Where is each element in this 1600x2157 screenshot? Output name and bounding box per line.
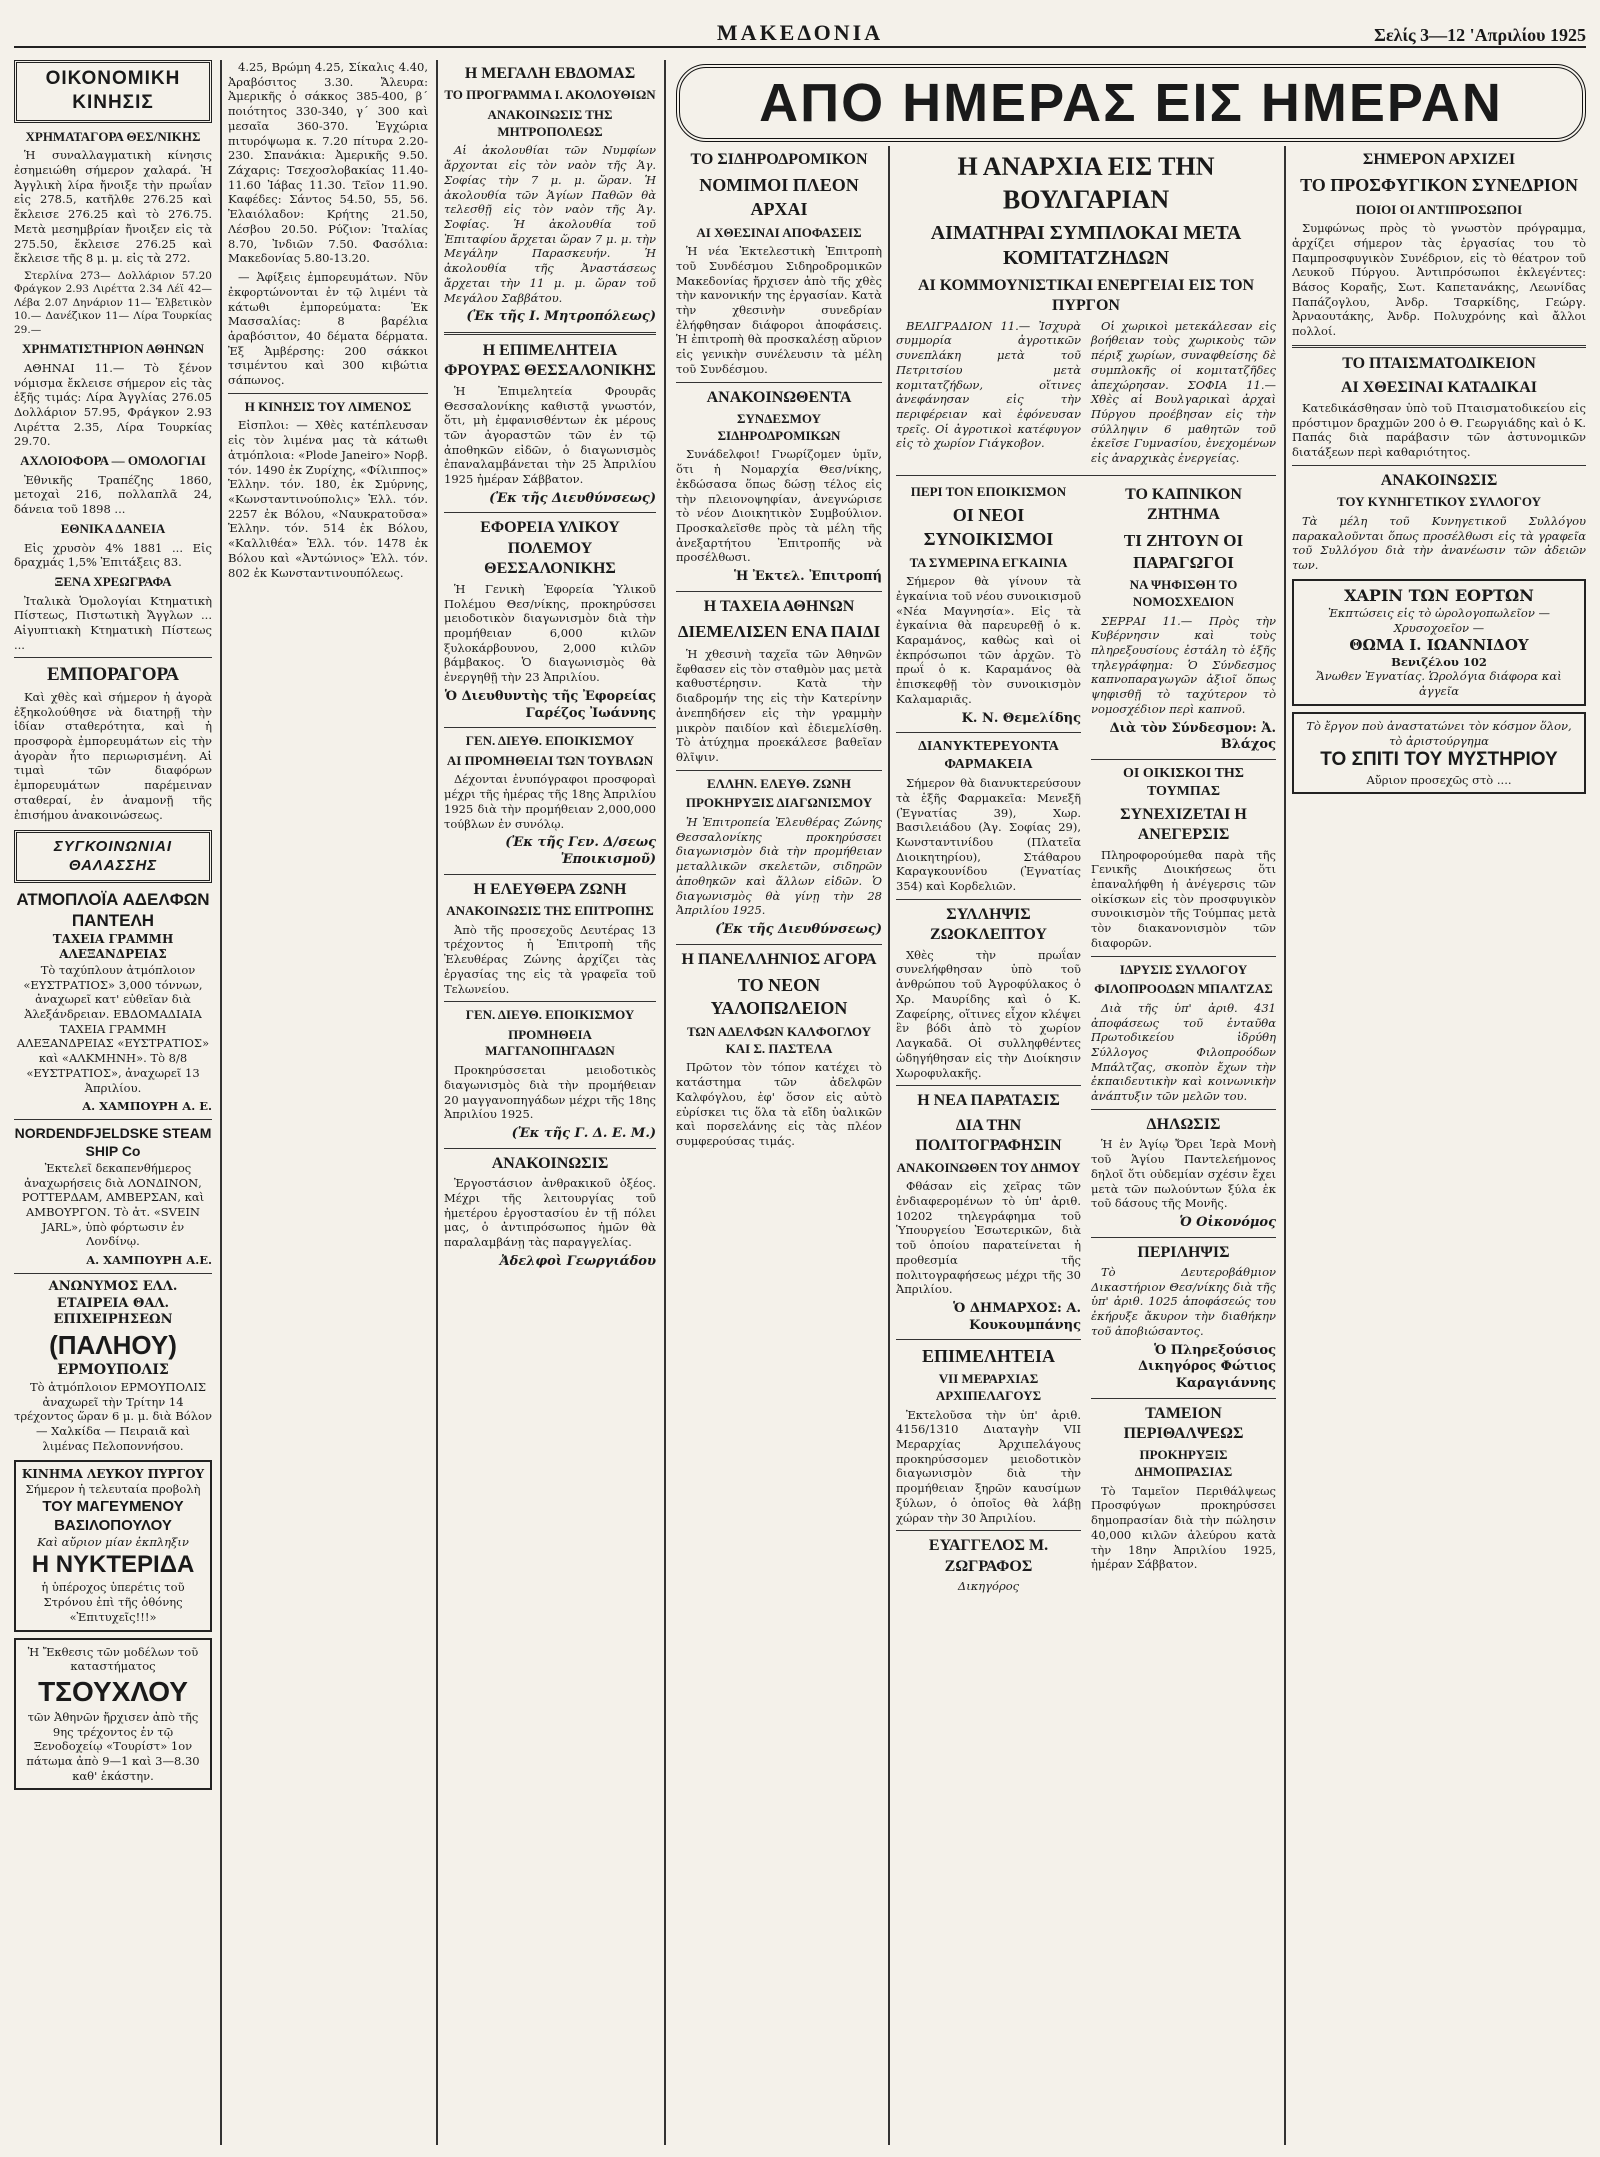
club-text: Διὰ τῆς ὑπ' ἀριθ. 431 ἀποφάσεως τοῦ ἐνταῦθα Πρωτοδικείου ἱδρύθη Σύλλογος Φιλοπροόδων Μπάλτζας, σκοπὸν ἔχων τὴν ἐκπαιδευτικὴν καὶ κοινωνικὴν ἀνάπτυξιν τῶν μελῶν του. [1091,1000,1276,1104]
free-zone-tender-text: Ἡ Ἐπιτροπεία Ἐλευθέρας Ζώνης Θεσσαλονίκης προκηρύσσει διαγωνισμὸν διὰ τὴν προμήθειαν μεταλλικῶν σκελετῶν, σιδηρῶν ἀποθηκῶν καὶ ἄλλων εἰδῶν. Ὁ διαγωνισμὸς θὰ γίνῃ τὴν 28 Ἀπριλίου 1925. [676,814,882,918]
bulgaria-subheading: ΑΙΜΑΤΗΡΑΙ ΣΥΜΠΛΟΚΑΙ ΜΕΤΑ ΚΟΜΙΤΑΤΖΗΔΩΝ [930,221,1242,270]
free-zone-tender-heading: ΕΛΛΗΝ. ΕΛΕΥΘ. ΖΩΝΗ [706,775,852,791]
market-heading: Η ΠΑΝΕΛΛΗΝΙΟΣ ΑΓΟΡΑ [681,950,877,968]
column-refugee [1292,146,1586,2145]
glassware-subheading: ΤΩΝ ΑΔΕΛΦΩΝ ΚΑΛΦΟΓΛΟΥ ΚΑΙ Σ. ΠΑΣΤΕΛΑ [686,1024,872,1056]
express-subheading: ΔΙΕΜΕΛΙΣΕΝ ΕΝΑ ΠΑΙΔΙ [677,622,881,642]
col5-split [896,481,1276,1594]
goods-arrivals-text: — Ἀφίξεις ἐμπορευμάτων. Νῦν ἐκφορτώνονται ἐν τῷ λιμένι τὰ κάτωθι ἐμπορεύματα: Ἐκ Μασσαλίας: 8 βαρέλια ἀραβόσιτον, 40 δέματα δέρματα. Ἐξ Ἀμβέρσης: 200 σάκκοι τσιμέντου καὶ 300 κιβώτια σάπωνος. [228,270,428,388]
commodity-market-heading: ΕΜΠΟΡΑΓΟΡΑ [46,664,180,686]
port-movement-heading: Η ΚΙΝΗΣΙΣ ΤΟΥ ΛΙΜΕΝΟΣ [244,398,412,414]
divider [444,332,656,335]
ad-palios-title: ΑΝΩΝΥΜΟΣ ΕΛΛ. ΕΤΑΙΡΕΙΑ ΘΑΛ. ΕΠΙΧΕΙΡΗΣΕΩΝ [48,1278,178,1328]
ad-cinema-text3: ἡ ὑπέροχος ὑπερέτις τοῦ Στρόνου ἐπὶ τῆς ὀθόνης «Ἐπιτυχεῖς!!!» [41,1580,185,1624]
divider [1091,1237,1276,1238]
ad-palios-text: Τὸ ἀτμόπλοιον ΕΡΜΟΥΠΟΛΙΣ ἀναχωρεῖ τὴν Τρίτην 14 τρέχοντος ὥραν 6 μ. μ. διὰ Βόλον — Χαλκίδα — Πειραιᾶ καὶ λιμένας Πελοποννήσου. [14,1379,212,1453]
holy-week-text: Αἱ ἀκολουθίαι τῶν Νυμφίων ἄρχονται εἰς τὸν ναὸν τῆς Ἁγ. Σοφίας τὴν 7 μ. μ. ὥραν. Ἡ ἀκολουθία τῶν Ἁγίων Παθῶν θὰ τελεσθῇ εἰς τὸν ναὸν τῆς Ἁγ. Σοφίας. Ἡ ἀκολουθία τοῦ Ἐπιταφίου ἄρχεται ὥραν 7 μ. μ. τὴν Μεγάλην Παρασκευήν. Ἡ ἀκολουθία τῆς Ἀναστάσεως ἄρχεται τὴν 11 μ. μ. ὥραν τοῦ Μεγάλου Σαββάτου. [444,143,656,305]
money-market-text: Ἡ συναλλαγματικὴ κίνησις ἐσημειώθη σήμερον χαλαρά. Ἡ Ἀγγλικὴ λίρα ἤνοιξε τὴν πρωΐαν εἰς 278.5, κατῆλθε 276.25 καὶ ἔκλεισε 276.25 καὶ τὸ 276.75. Μετὰ μεσημβρίαν ἤνοιξεν εἰς τὰ 275.50, ἔκλεισε 276.25 καὶ ἔκλεισε τῆς 8 μ. μ. εἰς τὰ 272. [14,148,212,266]
ad-watchmaker-addr: Βενιζέλου 102 [1391,654,1487,669]
athens-exchange-heading: ΧΡΗΜΑΤΙΣΤΗΡΙΟΝ ΑΘΗΝΩΝ [22,341,204,357]
bulgaria-heading: Η ΑΝΑΡΧΙΑ ΕΙΣ ΤΗΝ ΒΟΥΛΓΑΡΙΑΝ [957,152,1215,215]
club-subheading: ΦΙΛΟΠΡΟΟΔΩΝ ΜΠΑΛΤΖΑΣ [1094,981,1273,997]
column-notices [444,60,656,2145]
ad-cinema-text2: Καὶ αὔριον μίαν ἐκπληξιν [37,1534,189,1549]
divider [444,727,656,728]
pharmacies-text: Σήμερον θὰ διανυκτερεύσουν τὰ ἑξῆς Φαρμακεῖα: Μενεξῆ (Ἐγνατίας 39), Χωρ. Βασιλειάδου (Ἀγ. Σοφίας 29), Κωνσταντινίδου (Πλατεῖα Διοικητηρίου), Στάθαρου Καραγκουνίδου (Ἐγνατίας 354) καὶ Κορδελιῶν. [896,776,1081,894]
column-economic-cont [228,60,428,2145]
divider [1091,1109,1276,1110]
divider [896,1339,1081,1340]
extension-heading: Η ΝΕΑ ΠΑΡΑΤΑΣΙΣ [917,1092,1060,1110]
lawyer-subheading: Δικηγόρος [957,1579,1020,1594]
settlement-text: Σήμερον θὰ γίνουν τὰ ἐγκαίνια τοῦ νέου συνοικισμοῦ «Νέα Μαγνησία». Εἰς τὰ ἐγκαίνια θὰ παρευρεθῇ ὁ κ. Καραμάνος, καθὼς καὶ οἱ ἐκπρόσωποι τῶν ἀρχῶν. Τὸ πρωΐ ὁ κ. Καραμάνος θὰ ἐπισκεφθῇ τὸν συνοικισμὸν Καλαμαριᾶς. [896,574,1081,706]
divider [228,393,428,394]
extension-sign: Ὁ ΔΗΜΑΡΧΟΣ: Α. Κουκουμπάνης [953,1301,1081,1333]
tobacco-heading: ΤΟ ΚΑΠΝΙΚΟΝ ΖΗΤΗΜΑ [1125,485,1242,524]
ad-tsouchlou-text2: τῶν Ἀθηνῶν ἤρχισεν ἀπὸ τῆς 9ης τρέχοντος ἐν τῷ Ξενοδοχείῳ «Τουρίστ» 1ον πάτωμα ἀπὸ 9—1 καὶ 3—8.30 καθ' ἑκάστην. [26,1709,200,1783]
toumba-text: Πληροφορούμεθα παρὰ τῆς Γενικῆς Διοικήσεως ὅτι ἐπαναλήφθη ἡ ἀνέγερσις τῶν οἰκίσκων εἰς τὸν προσφυγικὸν συνοικισμὸν τῆς Τούμπας μετὰ τὸν διακανονισμὸν τῶν διαφορῶν. [1091,847,1276,950]
divider [676,770,882,771]
commodity-prices-text: 4.25, Βρώμη 4.25, Σίκαλις 4.40, Ἀραβόσιτος 3.30. Ἄλευρα: Ἀμερικῆς ὁ σάκκος 385-400, β΄ ποιότητος 330-340, γ΄ 300 καὶ μεσαῖα 360-370. Ἐγχώρια πιτυρόψωμα κ. 7.20 πίτυρα 2.20-230. Σπανάκια: Ἀμερικῆς 9.50. Ζάχαρις: Τσεχοσλοβακίας 11.40-11.60 Ἰάβας 11.30. Τεῖον 11.90. Καφέδες: Σάντος 54.50, 55, 56. Ἐλαιόλαδον: Κρήτης 21.50, Λέσβου 20.50. Ρύζιον: Ἰταλίας 8.70, Ἰνδιῶν 7.50. Φασόλια: Μακεδονίας 5.80-13.20. [228,60,428,266]
pharmacies-heading: ΔΙΑΝΥΚΤΕΡΕΥΟΝΤΑ ΦΑΡΜΑΚΕΙΑ [918,739,1059,773]
shipping-banner-title: ΣΥΓΚΟΙΝΩΝΙΑΙ ΘΑΛΑΣΣΗΣ [53,838,173,875]
garrison-heading: Η ΕΠΙΜΕΛΗΤΕΙΑ ΦΡΟΥΡΑΣ ΘΕΣΣΑΛΟΝΙΚΗΣ [444,341,656,380]
divider [444,874,656,875]
club-heading: ΙΔΡΥΣΙΣ ΣΥΛΛΟΓΟΥ [1119,961,1248,977]
col5-left [896,481,1081,1594]
ad-mystery-house [1292,712,1586,794]
division-heading: ΕΠΙΜΕΛΗΤΕΙΑ [922,1346,1055,1367]
declaration-sign: Ὁ Οἰκονόμος [1179,1214,1276,1230]
congress-subheading: ΤΟ ΠΡΟΣΦΥΓΙΚΟΝ ΣΥΝΕΔΡΙΟΝ [1300,175,1578,196]
tobacco-subheading2: ΝΑ ΨΗΦΙΣΘΗ ΤΟ ΝΟΜΟΣΧΕΔΙΟΝ [1129,577,1238,609]
ad-watchmaker-text2: Ἄνωθεν Ἐγνατίας. Ὡρολόγια διάφορα καὶ ἀγγεῖα [1316,669,1562,699]
relief-fund-heading: ΤΑΜΕΙΟΝ ΠΕΡΙΘΑΛΨΕΩΣ [1123,1404,1244,1442]
ad-tsouchlou [14,1638,212,1791]
foreign-securities-heading: ΞΕΝΑ ΧΡΕΩΓΡΑΦΑ [54,573,172,589]
extension-subheading: ΔΙΑ ΤΗΝ ΠΟΛΙΤΟΓΡΑΦΗΣΙΝ [915,1116,1062,1155]
ad-cinema-title: ΤΟΥ ΜΑΓΕΥΜΕΝΟΥ ΒΑΣΙΛΟΠΟΥΛΟΥ [42,1497,184,1534]
free-zone-subheading: ΑΝΑΚΟΙΝΩΣΙΣ ΤΗΣ ΕΠΙΤΡΟΠΗΣ [446,903,654,918]
rail-announcements-heading: ΑΝΑΚΟΙΝΩΘΕΝΤΑ [706,388,852,406]
summary-sign: Ὁ Πληρεξούσιος Δικηγόρος Φώτιος Καραγιάννης [1138,1342,1276,1391]
day-to-day-banner [676,64,1586,152]
settlement-subheading: ΟΙ ΝΕΟΙ ΣΥΝΟΙΚΙΣΜΟΙ [923,505,1054,549]
economic-banner [14,60,212,123]
bonds-text: Ἐθνικῆς Τραπέζης 1860, μετοχαὶ 216, πολλαπλᾶ 24, δάνεια τοῦ 1898 ... [14,472,212,517]
divider [676,944,882,945]
court-subheading: ΑΙ ΧΘΕΣΙΝΑΙ ΚΑΤΑΔΙΚΑΙ [1340,379,1538,397]
foreign-securities-text: Ἰταλικὰ Ὁμολογίαι Κτηματικὴ Πίστεως, Πιστωτικὴ Ἄγγλων ... Αἰγυπτιακὴ Κτηματικὴ Πίστεως ... [14,593,212,652]
holy-week-title: Η ΜΕΓΑΛΗ ΕΒΔΟΜΑΣ [464,65,636,82]
divider [1091,759,1276,760]
shipping-banner [14,830,212,882]
express-text: Ἡ χθεσινὴ ταχεῖα τῶν Ἀθηνῶν ἔφθασεν εἰς τὸν σταθμὸν μας μετὰ καθυστέρησιν. Κατὰ τὴν διαδρομήν της εἰς τὴν Κατερίνην ἀνεπηδήσεν εἰς τὴν γραμμὴν μικρὸν παιδίον καὶ ἐδιεμελίσθη. Τὸ ἀτύχημα προεκάλεσε βαθεῖαν θλῖψιν. [676,646,882,764]
war-material-sign: Ὁ Διευθυντὴς τῆς Ἐφορείας Γαρέζος Ἰωάννης [444,688,656,721]
bricks-heading: ΓΕΝ. ΔΙΕΥΘ. ΕΠΟΙΚΙΣΜΟΥ [465,733,635,749]
declaration-text: Ἡ ἐν Ἁγίῳ Ὄρει Ἱερὰ Μονὴ τοῦ Ἁγίου Παντελεήμονος δηλοῖ ὅτι οὐδεμίαν σχέσιν ἔχει μετὰ τῶν πωλούντων ξύλα ἐκ τοῦ δάσους τῆς Μονῆς. [1091,1137,1276,1211]
divider [1091,956,1276,957]
hunting-text: Τὰ μέλη τοῦ Κυνηγετικοῦ Συλλόγου παρακαλοῦνται ὅπως προσέλθωσι εἰς τὰ γραφεῖα τοῦ Συλλόγου διὰ τὴν ἀνανέωσιν τῶν ἀδειῶν των. [1292,513,1586,572]
glassware-heading: ΤΟ ΝΕΟΝ ΥΑΛΟΠΩΛΕΙΟΝ [710,975,848,1019]
wells-text: Προκηρύσσεται μειοδοτικὸς διαγωνισμὸς διὰ τὴν προμήθειαν 20 μαγγανοπηγάδων μέχρι τῆς 18ης Ἀπριλίου 1925. [444,1063,656,1122]
free-zone-text: Ἀπὸ τῆς προσεχοῦς Δευτέρας 13 τρέχοντος ἡ Ἐπιτροπὴ τῆς Ἐλευθέρας Ζώνης ἀρχίζει τὰς ἐργασίας της εἰς τὰ γραφεῖα τοῦ Τελωνείου. [444,922,656,996]
column-rule [888,146,890,2145]
holy-week-subtitle: ΤΟ ΠΡΟΓΡΑΜΜΑ Ι. ΑΚΟΛΟΥΘΙΩΝ [444,87,656,103]
col5-right [1091,481,1276,1594]
day-to-day-banner-title: ΑΠΟ ΗΜΕΡΑΣ ΕΙΣ ΗΜΕΡΑΝ [676,64,1586,142]
announcement-heading: ΑΝΑΚΟΙΝΩΣΙΣ [491,1154,609,1172]
ad-pantelis-title: ΑΤΜΟΠΛΟΪΑ ΑΔΕΛΦΩΝ ΠΑΝΤΕΛΗ [16,889,210,931]
divider [444,512,656,513]
ad-pantelis [14,889,212,1114]
express-heading: Η ΤΑΧΕΙΑ ΑΘΗΝΩΝ [703,597,855,615]
column-rule [220,60,222,2145]
divider [14,657,212,658]
ad-nordenfjeldske-title: NORDENDFJELDSKE STEAM SHIP Co [14,1125,212,1159]
relief-fund-text: Τὸ Ταμεῖον Περιθάλψεως Προσφύγων προκηρύσσει δημοπρασίαν διὰ τὴν πώλησιν 40,000 κιλῶν ἀλεύρου κατὰ τὴν 18ην Ἀπριλίου 1925, ἡμέραν Σάββατον. [1091,1483,1276,1572]
national-loans-heading: ΕΘΝΙΚΑ ΔΑΝΕΙΑ [60,520,166,536]
divider [1292,465,1586,466]
bulgaria-subheading2: ΑΙ ΚΟΜΜΟΥΝΙΣΤΙΚΑΙ ΕΝΕΡΓΕΙΑΙ ΕΙΣ ΤΟΝ ΠΥΡΓΟΝ [917,276,1255,315]
port-movement-text: Εἰσπλοι: — Χθὲς κατέπλευσαν εἰς τὸν λιμένα μας τὰ κάτωθι ἀτμόπλοια: «Plode Janeiro» Νορβ. τόν. 1490 ἐκ Ζυρίχης, «Φίλιππος» Ἑλλην. τόν. 180, ἐκ Σμύρνης, «Κωνσταντινούπολις» Ἑλλ. τόν. 2257 ἐκ Βόλου, «Ναυκρατοῦσα» Ἑλλην. τόν. 514 ἐκ Βόλου, «Καλλιθέα» Ἑλλ. τόν. 1478 ἐκ Βόλου καὶ «Ἀντώνιος» Ἑλλ. τόν. 802 ἐκ Κωνσταντινουπόλεως. [228,418,428,580]
column-rule [1284,146,1286,2145]
ad-mystery-text2: Αὔριον προσεχῶς στὸ .... [1366,772,1512,787]
summary-heading: ΠΕΡΙΛΗΨΙΣ [1137,1243,1230,1261]
holy-week-subtitle2: ΑΝΑΚΟΙΝΩΣΙΣ ΤΗΣ ΜΗΤΡΟΠΟΛΕΩΣ [487,107,613,139]
divider [896,732,1081,733]
rail-announcements-subheading: ΣΥΝΔΕΣΜΟΥ ΣΙΔΗΡΟΔΡΟΜΙΚΩΝ [717,411,841,443]
ad-cinema-small: ΚΙΝΗΜΑ ΛΕΥΚΟΥ ΠΥΡΓΟΥ [21,1466,205,1481]
ad-cinema [14,1460,212,1632]
bulgaria-text-a: ΒΕΛΙΓΡΑΔΙΟΝ 11.— Ἰσχυρὰ συμμορία ἀγροτικῶν συνεπλάκη μετὰ τοῦ Πετριτσίου μετὰ κομιτατζήδων, οἵτινες ἀνεφάνησαν εἰς τὴν περιφέρειαν καὶ ἐφόνευσαν τρεῖς. Οἱ ἀγροτικοὶ κατέφυγον εἰς τὸ χωρίον Γιάγκοβον. [896,318,1081,451]
division-text: Ἐκτελοῦσα τὴν ὑπ' ἀριθ. 4156/1310 Διαταγὴν VII Μεραρχίας Ἀρχιπελάγους προκηρύσσομεν μειοδοτικὸν διαγωνισμὸν διὰ τὴν προμήθειαν ξηρῶν καυσίμων ξύλων, ὁ ὁποῖος θὰ λάβῃ χώραν τὴν 30 Ἀπριλίου. [896,1407,1081,1525]
wells-heading: ΓΕΝ. ΔΙΕΥΘ. ΕΠΟΙΚΙΣΜΟΥ [465,1007,635,1023]
tobacco-subheading: ΤΙ ΖΗΤΟΥΝ ΟΙ ΠΑΡΑΓΩΓΟΙ [1123,530,1244,572]
ad-mystery-text: Τὸ ἔργον ποὺ ἀναστατώνει τὸν κόσμον ὅλον, τὸ ἀριστούργημα [1306,718,1572,748]
rail-announcements-text: Συνάδελφοι! Γνωρίζομεν ὑμῖν, ὅτι ἡ Νομαρχία Θεσ/νίκης, ἐκδώσασα ὅπως δώσῃ τέλος εἰς τὴν πλειονοψηφίαν, ἀνεγνώρισε τὸ νέον Διοικητικὸν Συμβούλιον. Προσκαλεῖσθε πρὸς τὰ μέλη τῆς ἀνεξαρτήτου Ἐπιτροπῆς νὰ προσέλθωσι. [676,447,882,565]
divider [444,1148,656,1149]
court-text: Κατεδικάσθησαν ὑπὸ τοῦ Πταισματοδικείου εἰς πρόστιμον δραχμῶν 200 ὁ Θ. Γεωργιάδης καὶ ὁ Κ. Παπάς διὰ παράβασιν τῶν ἀστυνομικῶν διατάξεων περὶ καθαριότητος. [1292,400,1586,459]
ad-cinema-big: Η ΝΥΚΤΕΡΙΔΑ [31,1550,195,1578]
ad-tsouchlou-text: Ἡ Ἔκθεσις τῶν μοδέλων τοῦ καταστήματος [27,1644,199,1674]
divider [676,382,882,383]
tobacco-sign: Διὰ τὸν Σύνδεσμον: Ἀ. Βλάχος [1109,720,1276,753]
masthead: ΜΑΚΕΔΟΝΙΑ [716,20,884,45]
hunting-heading: ΑΝΑΚΟΙΝΩΣΙΣ [1380,471,1498,489]
free-zone-tender-sign: (Ἐκ τῆς Διευθύνσεως) [715,921,882,937]
column-railway [676,146,882,2145]
settlement-sign: Κ. Ν. Θεμελίδης [961,710,1081,726]
divider [676,591,882,592]
bricks-text: Δέχονται ἐνυπόγραφοι προσφοραὶ μέχρι τῆς ἡμέρας τῆς 18ης Ἀπριλίου 1925 διὰ τὴν προμήθειαν 2,000,000 τούβλων ἐν συνόλῳ. [444,772,656,831]
ad-nordenfjeldske-text: Ἐκτελεῖ δεκαπενθήμερος ἀναχωρήσεις διὰ ΛΟΝΔΙΝΟΝ, ΡΟΤΤΕΡΔΑΜ, ΑΜΒΕΡΣΑΝ, καὶ ΑΜΒΟΥΡΓΟΝ. Τὸ ἀτ. «SVEIN JARL», ὑπὸ φόρτωσιν ἐν Λονδίνῳ. [21,1160,205,1249]
war-material-heading: ΕΦΟΡΕΙΑ ΥΛΙΚΟΥ ΠΟΛΕΜΟΥ ΘΕΣΣΑΛΟΝΙΚΗΣ [480,519,620,578]
division-subheading: VII ΜΕΡΑΡΧΙΑΣ ΑΡΧΙΠΕΛΑΓΟΥΣ [935,1371,1042,1403]
divider [1091,1398,1276,1399]
rail-announcements-sign: Ἡ Ἐκτελ. Ἐπιτροπή [733,569,882,585]
announcement-sign: Ἀδελφοὶ Γεωργιάδου [499,1253,656,1269]
ad-palios-big: (ΠΑΛΗΟΥ) [49,1329,177,1360]
free-zone-tender-subheading: ΠΡΟΚΗΡΥΞΙΣ ΔΙΑΓΩΝΙΣΜΟΥ [685,795,873,811]
divider [896,899,1081,900]
congress-text: Συμφώνως πρὸς τὸ γνωστὸν πρόγραμμα, ἀρχίζει σήμερον τὰς ἐργασίας του τὸ Παμπροσφυγικὸν Συνέδριον, εἰς τὸ θέατρον τοῦ Λευκοῦ Πύργου. Ἀντιπρόσωποι ἐκλεγέντες: Βάσος Κοραῆς, Σωτ. Καπετανάκης, Λεωνίδας Παπάζογλου, Ἀνδρ. Τσαρκίδης, Γεώργ. Ἀρναουτάκης, Ἀνδρ. Πολυχρόνης καὶ ἄλλοι πολλοί. [1292,221,1586,339]
economic-banner-title: ΟΙΚΟΝΟΜΙΚΗ ΚΙΝΗΣΙΣ [45,68,181,114]
ad-pantelis-sub: ΤΑΧΕΙΑ ΓΡΑΜΜΗ ΑΛΕΞΑΝΔΡΕΙΑΣ [52,932,174,962]
divider [896,1085,1081,1086]
bulgaria-text-b: Οἱ χωρικοὶ μετεκάλεσαν εἰς βοήθειαν τοὺς χωρικοὺς τῶν πέριξ χωρίων, συναφθείσης δὲ συμπλοκῆς οἱ κομιτατζῆδες ἀπεχώρησαν. ΣΟΦΙΑ 11.— Χθὲς αἱ Βουλγαρικαὶ ἀρχαὶ Πύργου προέβησαν εἰς τὴν σύλληψιν 6 μαθητῶν τοῦ ἐκεῖσε Γυμνασίου, ἐνεχομένων εἰς ἀναρχικὰς ἐνεργείας. [1091,318,1276,466]
ad-palios [14,1279,212,1454]
congress-subheading2: ΠΟΙΟΙ ΟΙ ΑΝΤΙΠΡΟΣΩΠΟΙ [1355,201,1523,217]
column-rule [436,60,438,2145]
railway-subheading2: ΑΙ ΧΘΕΣΙΝΑΙ ΑΠΟΦΑΣΕΙΣ [696,224,862,240]
war-material-text: Ἡ Γενικὴ Ἐφορεία Ὑλικοῦ Πολέμου Θεσ/νίκης, προκηρύσσει μειοδοτικὸν διαγωνισμὸν διὰ τὴν προμήθειαν 6,000 κιλῶν ξυλοκάρβουνου, 2,000 κιλῶν βάμβακος. Ὁ διαγωνισμὸς θὰ ἐνεργηθῇ τὴν 23 Ἀπριλίου. [444,581,656,685]
garrison-text: Ἡ Ἐπιμελητεία Φρουρᾶς Θεσσαλονίκης καθιστᾷ γνωστόν, ὅτι, μὴ ἐμφανισθέντων ἐκ μέρους τῶν ἀγοραστῶν τῶν ἐν τῷ ἀποθηκῶν εἰδῶν, ὁ διαγωνισμὸς ἐπαναλαμβάνεται τὴν 25 Ἀπριλίου 1925 ἡμέραν Σάββατον. [444,383,656,487]
free-zone-heading: Η ΕΛΕΥΘΕΡΑ ΖΩΝΗ [473,880,627,898]
lawyer-heading: ΕΥΑΓΓΕΛΟΣ Μ. ΖΩΓΡΑΦΟΣ [928,1537,1049,1575]
summary-text: Τὸ Δευτεροβάθμιον Δικαστήριον Θεσ/νίκης διὰ τῆς ὑπ' ἀριθ. 1025 ἀποφάσεώς του ἐκήρυξε ἄκυρον τὴν διαθήκην τοῦ ἀποβιώσαντος. [1091,1265,1276,1338]
railway-heading: ΤΟ ΣΙΔΗΡΟΔΡΟΜΙΚΟΝ [690,151,868,168]
court-heading: ΤΟ ΠΤΑΙΣΜΑΤΟΔΙΚΕΙΟΝ [1342,354,1536,372]
divider [896,1530,1081,1531]
wells-sign: (Ἐκ τῆς Γ. Δ. Ε. Μ.) [511,1125,656,1141]
hunting-subheading: ΤΟΥ ΚΥΝΗΓΕΤΙΚΟΥ ΣΥΛΛΟΓΟΥ [1336,494,1542,510]
ad-mystery-big: ΤΟ ΣΠΙΤΙ ΤΟΥ ΜΥΣΤΗΡΙΟΥ [1320,749,1558,771]
bonds-heading: ΑΧΛΟΙΟΦΟΡΑ — ΟΜΟΛΟΓΙΑΙ [20,453,206,469]
currency-list: Στερλίνα 273— Δολλάριον 57.20 Φράγκον 2.93 Λιρέττα 2.34 Λέϊ 42— Λέβα 2.07 Δηνάριον 11— Ἑλβετικὸν 10.— Δανέζικον 11— Λίρα Τουρκίας 29.— [14,270,212,336]
ad-palios-ship: ΕΡΜΟΥΠΟΛΙΣ [57,1362,169,1379]
glassware-text: Πρῶτον τὸν τόπον κατέχει τὸ κατάστημα τῶν ἀδελφῶν Καλφόγλου, ἐφ' ὅσον εἰς αὐτὸ εὑρίσκει τις ὅλα τὰ εἴδη ὑαλικῶν καὶ πορσελάνης εἰς τὰς πλέον συμφερούσας τιμάς. [676,1060,882,1148]
ad-nordenfjeldske [14,1125,212,1268]
divider [14,1273,212,1274]
toumba-heading: ΟΙ ΟΙΚΙΣΚΟΙ ΤΗΣ ΤΟΥΜΠΑΣ [1123,765,1244,799]
ad-watchmaker-name: ΘΩΜΑ Ι. ΙΩΑΝΝΙΔΟΥ [1349,635,1529,654]
ad-pantelis-agent: Α. ΧΑΜΠΟΥΡΗ Α. Ε. [82,1099,212,1114]
page-date: Σελίς 3—12 'Απριλίου 1925 [1374,25,1586,45]
divider [1292,345,1586,348]
divider [444,1001,656,1002]
column-economic [14,60,212,2145]
ad-nordenfjeldske-agent: Α. ΧΑΜΠΟΥΡΗ Α.Ε. [86,1253,212,1268]
divider [896,475,1276,476]
wells-subheading: ΠΡΟΜΗΘΕΙΑ ΜΑΓΓΑΝΟΠΗΓΑΔΩΝ [485,1026,615,1059]
thief-heading: ΣΥΛΛΗΨΙΣ ΖΩΟΚΛΕΠΤΟΥ [930,905,1047,944]
ad-watchmaker-text: Ἐκπτώσεις εἰς τὸ ὡρολογοπωλεῖον — Χρυσοχοεῖον — [1327,606,1551,635]
announcement-text: Ἐργοστάσιον ἀνθρακικοῦ ὀξέος. Μέχρι τῆς λειτουργίας τοῦ ἡμετέρου ἐργοστασίου ἐν τῇ πόλει μας, ὁ ἀντιπρόσωπος ἡμῶν θὰ παραλαμβάνῃ τὰς παραγγελίας. [444,1176,656,1249]
settlement-subheading2: ΤΑ ΣΥΜΕΡΙΝΑ ΕΓΚΑΙΝΙΑ [909,554,1068,570]
bricks-sign: (Ἐκ τῆς Γεν. Δ/σεως Ἐποικισμοῦ) [505,835,656,867]
relief-fund-subheading: ΠΡΟΚΗΡΥΞΙΣ ΔΗΜΟΠΡΑΣΙΑΣ [1134,1447,1233,1480]
garrison-sign: (Ἐκ τῆς Διευθύνσεως) [489,490,656,506]
national-loans-text: Εἰς χρυσὸν 4% 1881 ... Εἰς δραχμάς 1,5% Ἐπιτάξεις 83. [14,540,212,570]
athens-exchange-text: ΑΘΗΝΑΙ 11.— Τὸ ξένον νόμισμα ἔκλεισε σήμερον εἰς τὰς ἑξῆς τιμάς: Λίρα Ἀγγλίας 276.05 Δολλάριον 57.95, Φράγκον 2.93 Λιρέττα 2.35, Λίρα Τουρκίας 29.70. [14,360,212,449]
congress-heading: ΣΗΜΕΡΟΝ ΑΡΧΙΖΕΙ [1362,151,1516,168]
ad-watchmaker [1292,579,1586,706]
railway-text: Ἡ νέα Ἐκτελεστικὴ Ἐπιτροπὴ τοῦ Συνδέσμου Σιδηροδρομικῶν Μακεδονίας ἤρχισεν ἀπὸ τῆς χθὲς τὴν κανονικήν της ἐργασίαν. Κατὰ τὴν χθεσινὴν συνεδρίαν ἐλήφθησαν διάφοροι ἀποφάσεις. Ἡ ἐπιτροπὴ θὰ προσκαλέσῃ αὔριον εἰς γενικὴν συνέλευσιν τὰ μέλη τοῦ Συνδέσμου. [676,244,882,376]
divider [14,1119,212,1120]
extension-subheading2: ΑΝΑΚΟΙΝΩΘΕΝ ΤΟΥ ΔΗΜΟΥ [896,1159,1081,1175]
page-header [14,18,1586,48]
thief-text: Χθὲς τὴν πρωΐαν συνελήφθησαν ὑπὸ τοῦ ἀνθρώπου τοῦ Ἀγροφύλακος ὁ Χρ. Μαυρίδης καὶ ὁ Κ. Ζαφείρης, οἵτινες εἶχον κλέψει ἓν βόδι ἀπὸ τὸ χωρίον Λαγκαδᾶ. Οἱ συλληφθέντες ὡδηγήθησαν εἰς τὴν Διοίκησιν Χωροφυλακῆς. [896,947,1081,1080]
settlement-heading: ΠΕΡΙ ΤΟΝ ΕΠΟΙΚΙΣΜΟΝ [910,483,1067,499]
ad-tsouchlou-big: ΤΣΟΥΧΛΟΥ [38,1676,188,1707]
railway-subheading: ΝΟΜΙΜΟΙ ΠΛΕΟΝ ΑΡΧΑΙ [699,175,859,219]
declaration-heading: ΔΗΛΩΣΙΣ [1146,1115,1221,1133]
holy-week-sign: (Ἐκ τῆς Ι. Μητροπόλεως) [466,309,656,325]
ad-watchmaker-title: ΧΑΡΙΝ ΤΩΝ ΕΟΡΤΩΝ [1344,585,1534,605]
tobacco-text: ΣΕΡΡΑΙ 11.— Πρὸς τὴν Κυβέρνησιν καὶ τοὺς πληρεξουσίους ἐστάλη τὸ ἑξῆς τηλεγράφημα: Ὁ Σύνδεσμος καπνοπαραγωγῶν ἀξιοῖ ὅπως ψηφισθῇ τὸ ταχύτερον τὸ νομοσχέδιον περὶ καπνοῦ. [1091,613,1276,716]
ad-cinema-text: Σήμερον ἡ τελευταία προβολὴ [25,1481,201,1496]
money-market-heading: ΧΡΗΜΑΤΑΓΟΡΑ ΘΕΣ/ΝΙΚΗΣ [25,128,201,144]
extension-text: Φθάσαν εἰς χεῖρας τῶν ἐνδιαφερομένων τὸ ὑπ' ἀριθ. 10202 τηλεγράφημα τοῦ Ὑπουργείου Ἐσωτερικῶν, διὰ τοῦ ὁποίου παρατείνεται ἡ προθεσμία τῆς πολιτογραφήσεως μέχρι τῆς 30 Ἀπριλίου. [896,1179,1081,1297]
column-bulgaria [896,146,1276,2145]
bricks-subheading: ΑΙ ΠΡΟΜΗΘΕΙΑΙ ΤΩΝ ΤΟΥΒΛΩΝ [446,752,654,768]
bulgaria-body [896,319,1276,470]
column-rule [664,60,666,2145]
ad-pantelis-text: Τὸ ταχύπλουν ἀτμόπλοιον «ΕΥΣΤΡΑΤΙΟΣ» 3,000 τόννων, ἀναχωρεῖ κατ' εὐθεῖαν διὰ Ἀλεξάνδρειαν. ΕΒΔΟΜΑΔΙΑΙΑ ΤΑΧΕΙΑ ΓΡΑΜΜΗ ΑΛΕΞΑΝΔΡΕΙΑΣ «ΕΥΣΤΡΑΤΙΟΣ» καὶ «ΑΛΚΜΗΝΗ». Τὸ 8/8 «ΕΥΣΤΡΑΤΙΟΣ», ἀναχωρεῖ 13 Ἀπριλίου. [16,962,210,1095]
toumba-subheading: ΣΥΝΕΧΙΖΕΤΑΙ Η ΑΝΕΓΕΡΣΙΣ [1120,805,1247,844]
commodity-market-text: Καὶ χθὲς καὶ σήμερον ἡ ἀγορὰ ἐξηκολούθησε νὰ διατηρῇ τὴν ἰδίαν σταθερότητα, καὶ ἡ προσφορὰ ἐμπορευμάτων εἰς τὴν ἀγορὰν ἦτο περιωρισμένη. Αἱ τιμαὶ τῶν διαφόρων ἐμπορευμάτων παρέμειναν σταθεραί, ἐν ἀναμονῇ τῆς ἐπισήμου ἀνακοινώσεως. [14,689,212,822]
